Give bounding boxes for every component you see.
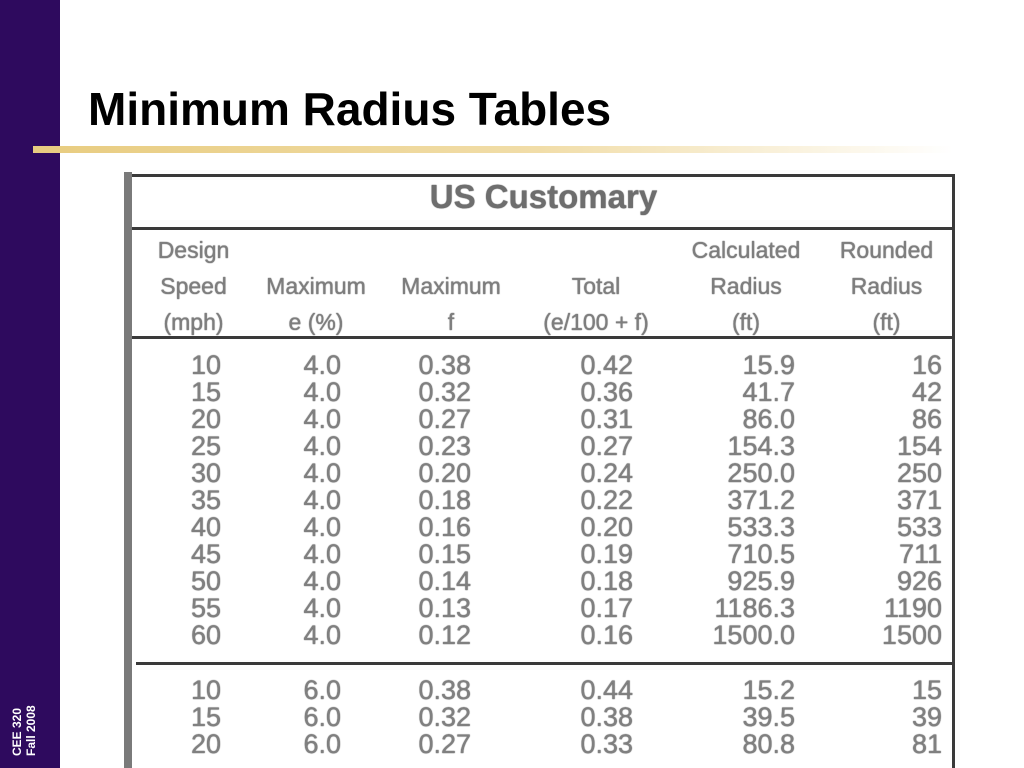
table-cell: 533 [896, 512, 942, 542]
column-header-line: Radius [850, 273, 923, 299]
table-cell: 0.38 [580, 702, 633, 732]
table-cell: 1500.0 [712, 620, 795, 650]
table-cell: 39.5 [742, 702, 795, 732]
header-row [136, 232, 952, 340]
table-cell: 0.38 [418, 350, 471, 380]
table-cell: 154 [896, 431, 942, 461]
table-cell: 39 [911, 702, 942, 732]
table-cell: 10 [190, 350, 221, 380]
column-header-line [251, 232, 381, 268]
table-cell: 4.0 [303, 512, 341, 542]
course-code: CEE 320 [10, 707, 24, 756]
table-row [136, 514, 952, 541]
table-cell: 0.16 [418, 512, 471, 542]
column-header-line: f [447, 309, 455, 335]
table-cell: 1190 [883, 593, 942, 623]
column-header-line: Calculated [691, 237, 801, 263]
radius-table-image [122, 170, 958, 768]
column-header-line: Radius [710, 273, 782, 299]
table-cell: 0.38 [418, 675, 471, 705]
table-cell: 20 [190, 404, 221, 434]
column-header-line [521, 232, 671, 268]
column-header [136, 232, 251, 340]
course-term: Fall 2008 [24, 705, 38, 756]
column-header [381, 232, 521, 340]
table-row [136, 379, 952, 406]
column-header [821, 232, 952, 340]
table-row [136, 433, 952, 460]
table-cell: 1500 [881, 620, 942, 650]
column-header [671, 232, 821, 340]
table-cell: 80.8 [742, 729, 795, 759]
table-row [136, 704, 952, 731]
table-cell: 0.17 [580, 593, 633, 623]
table-cell: 533.3 [727, 512, 795, 542]
table-cell: 30 [190, 458, 221, 488]
table-row [136, 352, 952, 379]
table-cell: 0.13 [418, 593, 471, 623]
table-cell: 0.14 [418, 566, 471, 596]
table-cell: 6.0 [303, 729, 341, 759]
table-cell: 0.20 [580, 512, 633, 542]
table-cell: 0.27 [418, 404, 471, 434]
column-header-line [381, 232, 521, 268]
table-cell: 15.9 [742, 350, 795, 380]
caption-divider [132, 227, 955, 230]
table-cell: 0.23 [418, 431, 471, 461]
table-cell: 4.0 [303, 404, 341, 434]
table-cell: 0.16 [580, 620, 633, 650]
column-header-line: (ft) [731, 309, 761, 335]
sidebar [0, 0, 60, 768]
table-cell: 925.9 [727, 566, 795, 596]
table-cell: 41.7 [742, 377, 795, 407]
table-cell: 4.0 [303, 458, 341, 488]
table-cell: 0.36 [580, 377, 633, 407]
table-cell: 926 [896, 566, 942, 596]
table-cell: 15 [190, 702, 221, 732]
table-cell: 0.31 [580, 404, 633, 434]
column-header-line: Maximum [266, 273, 366, 299]
radius-table [136, 232, 952, 758]
table-cell: 0.20 [418, 458, 471, 488]
table-cell: 4.0 [303, 620, 341, 650]
table-cell: 0.42 [580, 350, 633, 380]
column-header-line: Total [571, 273, 621, 299]
table-cell: 6.0 [303, 702, 341, 732]
table-row [136, 487, 952, 514]
table-cell: 45 [190, 539, 221, 569]
title-underline [33, 146, 953, 153]
table-row [136, 677, 952, 704]
table-cell: 371.2 [727, 485, 795, 515]
table-cell: 81 [911, 729, 942, 759]
table-cell: 55 [190, 593, 221, 623]
table-caption: US Customary [429, 178, 658, 215]
table-row [136, 541, 952, 568]
table-cell: 4.0 [303, 539, 341, 569]
table-row [136, 568, 952, 595]
table-left-rule [124, 172, 132, 768]
table-cell: 40 [190, 512, 221, 542]
table-cell: 0.19 [580, 539, 633, 569]
table-cell: 0.33 [580, 729, 633, 759]
table-cell: 16 [911, 350, 942, 380]
table-cell: 15 [911, 675, 942, 705]
table-cell: 0.15 [418, 539, 471, 569]
table-cell: 50 [190, 566, 221, 596]
table-row [136, 622, 952, 649]
slide-title: Minimum Radius Tables [88, 83, 612, 135]
table-row [136, 460, 952, 487]
table-cell: 15 [190, 377, 221, 407]
course-label [10, 705, 38, 756]
table-cell: 4.0 [303, 593, 341, 623]
table-cell: 0.18 [580, 566, 633, 596]
table-cell: 25 [190, 431, 221, 461]
table-cell: 0.24 [580, 458, 633, 488]
table-cell: 6.0 [303, 675, 341, 705]
table-cell: 10 [190, 675, 221, 705]
row-gap [136, 649, 952, 661]
table-cell: 250.0 [727, 458, 795, 488]
row-gap [136, 340, 952, 352]
table-cell: 0.12 [418, 620, 471, 650]
table-cell: 4.0 [303, 431, 341, 461]
column-header-line: Maximum [401, 273, 501, 299]
table-cell: 0.32 [418, 377, 471, 407]
table-cell: 4.0 [303, 377, 341, 407]
table-cell: 20 [190, 729, 221, 759]
column-header-line: (mph) [163, 309, 224, 335]
table-cell: 4.0 [303, 485, 341, 515]
table-cell: 15.2 [742, 675, 795, 705]
column-header-line: e (%) [288, 309, 344, 335]
column-header [251, 232, 381, 340]
table-cell: 0.27 [580, 431, 633, 461]
row-gap [136, 665, 952, 677]
table-cell: 711 [898, 539, 942, 569]
column-header-line: (e/100 + f) [543, 309, 649, 335]
table-cell: 4.0 [303, 566, 341, 596]
table-cell: 60 [190, 620, 221, 650]
table-cell: 4.0 [303, 350, 341, 380]
table-row [136, 406, 952, 433]
table-cell: 154.3 [727, 431, 795, 461]
table-cell: 0.32 [418, 702, 471, 732]
table-cell: 0.44 [580, 675, 633, 705]
table-cell: 35 [190, 485, 221, 515]
table-cell: 42 [911, 377, 942, 407]
table-cell: 1186.3 [714, 593, 795, 623]
column-header [521, 232, 671, 340]
column-header-line: Rounded [839, 237, 934, 263]
column-header-line: Speed [160, 273, 227, 299]
column-header-line: Design [157, 237, 230, 263]
table-cell: 0.18 [418, 485, 471, 515]
table-cell: 371 [896, 485, 942, 515]
table-cell: 0.27 [418, 729, 471, 759]
column-header-line: (ft) [872, 309, 901, 335]
table-cell: 250 [896, 458, 942, 488]
table-cell: 0.22 [580, 485, 633, 515]
table-row [136, 731, 952, 758]
table-cell: 710.5 [727, 539, 795, 569]
table-cell: 86 [911, 404, 942, 434]
table-row [136, 595, 952, 622]
table-cell: 86.0 [742, 404, 795, 434]
